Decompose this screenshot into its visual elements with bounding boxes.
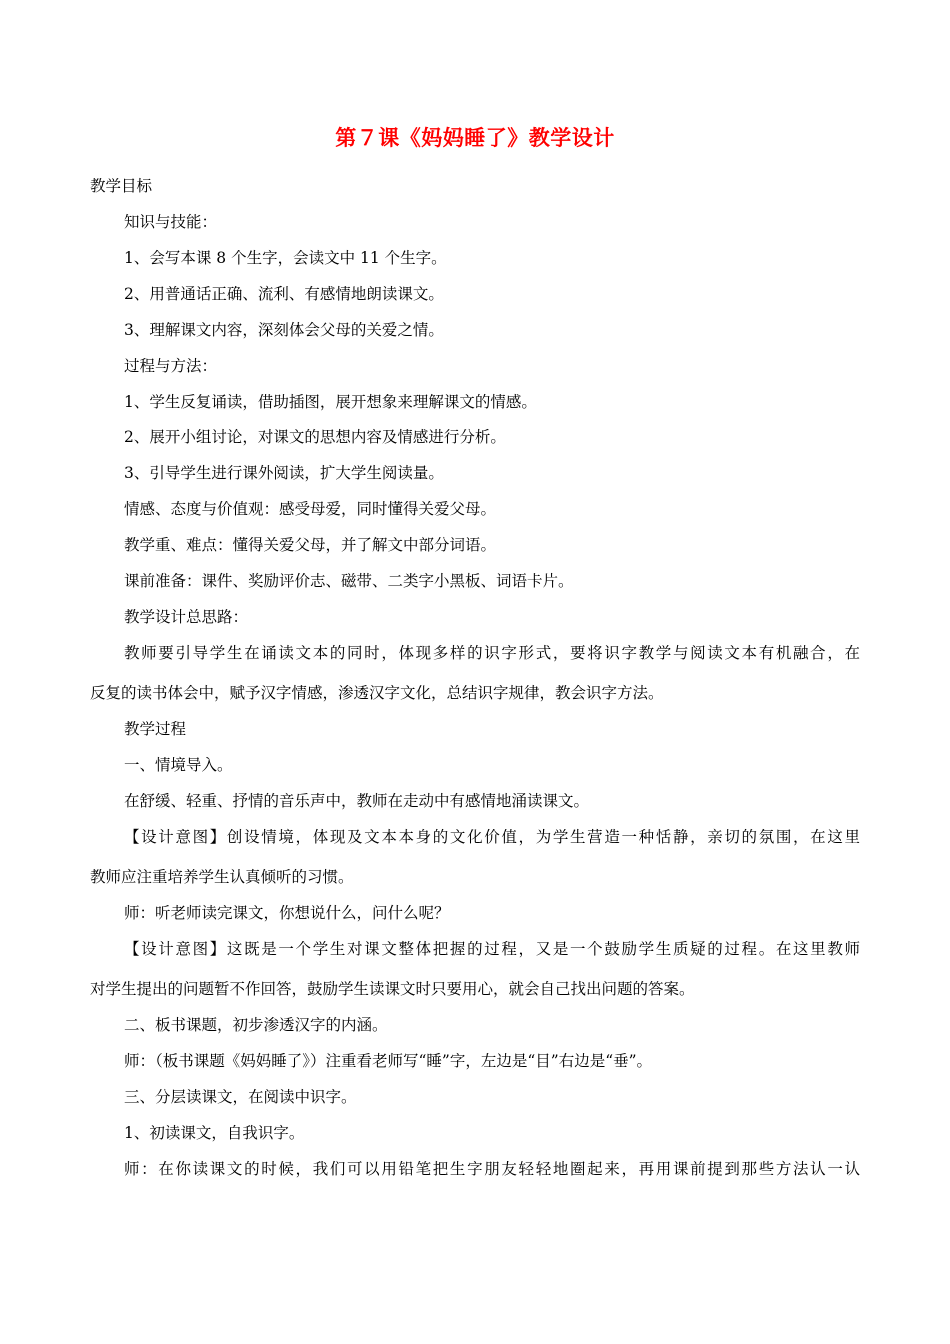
paragraph: 师：听老师读完课文，你想说什么，问什么呢？ <box>124 904 450 922</box>
paragraph: 【设计意图】这既是一个学生对课文整体把握的过程，又是一个鼓励学生质疑的过程。在这里教师 <box>124 940 860 958</box>
paragraph: 1、会写本课 8 个生字，会读文中 11 个生字。 <box>124 249 447 267</box>
section-heading: 教学目标 <box>90 177 153 195</box>
paragraph-continuation: 对学生提出的问题暂不作回答，鼓励学生读课文时只要用心，就会自己找出问题的答案。 <box>90 980 695 998</box>
paragraph-continuation: 反复的读书体会中，赋予汉字情感，渗透汉字文化，总结识字规律，教会识字方法。 <box>90 684 664 702</box>
paragraph: 教师要引导学生在诵读文本的同时，体现多样的识字形式，要将识字教学与阅读文本有机融合，在 <box>124 644 860 662</box>
paragraph: 3、引导学生进行课外阅读，扩大学生阅读量。 <box>124 464 444 482</box>
paragraph: 1、初读课文，自我识字。 <box>124 1124 305 1142</box>
paragraph-continuation: 教师应注重培养学生认真倾听的习惯。 <box>90 868 354 886</box>
paragraph: 在舒缓、轻重、抒情的音乐声中，教师在走动中有感情地涌读课文。 <box>124 792 590 810</box>
subheading: 一、情境导入。 <box>124 756 233 774</box>
subheading: 知识与技能： <box>124 213 218 231</box>
paragraph: 课前准备：课件、奖励评价志、磁带、二类字小黑板、词语卡片。 <box>124 572 574 590</box>
subheading: 三、分层读课文，在阅读中识字。 <box>124 1088 357 1106</box>
document-title: 第７课《妈妈睡了》教学设计 <box>335 126 615 150</box>
paragraph: 情感、态度与价值观：感受母爱，同时懂得关爱父母。 <box>124 500 497 518</box>
paragraph: 教学重、难点：懂得关爱父母，并了解文中部分词语。 <box>124 536 497 554</box>
paragraph: 1、学生反复诵读，借助插图，展开想象来理解课文的情感。 <box>124 393 537 411</box>
paragraph: 2、用普通话正确、流利、有感情地朗读课文。 <box>124 285 444 303</box>
section-heading: 教学过程 <box>124 720 187 738</box>
paragraph: 师：（板书课题《妈妈睡了》）注重看老师写“睡”字，左边是“目”右边是“垂”。 <box>124 1052 653 1070</box>
subheading: 教学设计总思路： <box>124 608 249 626</box>
paragraph: 师：在你读课文的时候，我们可以用铅笔把生字朋友轻轻地圈起来，再用课前提到那些方法认一认 <box>124 1160 860 1178</box>
subheading: 二、板书课题，初步渗透汉字的内涵。 <box>124 1016 388 1034</box>
paragraph: 3、理解课文内容，深刻体会父母的关爱之情。 <box>124 321 444 339</box>
subheading: 过程与方法： <box>124 357 218 375</box>
paragraph: 2、展开小组讨论，对课文的思想内容及情感进行分析。 <box>124 428 506 446</box>
paragraph: 【设计意图】创设情境，体现及文本本身的文化价值，为学生营造一种恬静，亲切的氛围，在这里 <box>124 828 860 846</box>
